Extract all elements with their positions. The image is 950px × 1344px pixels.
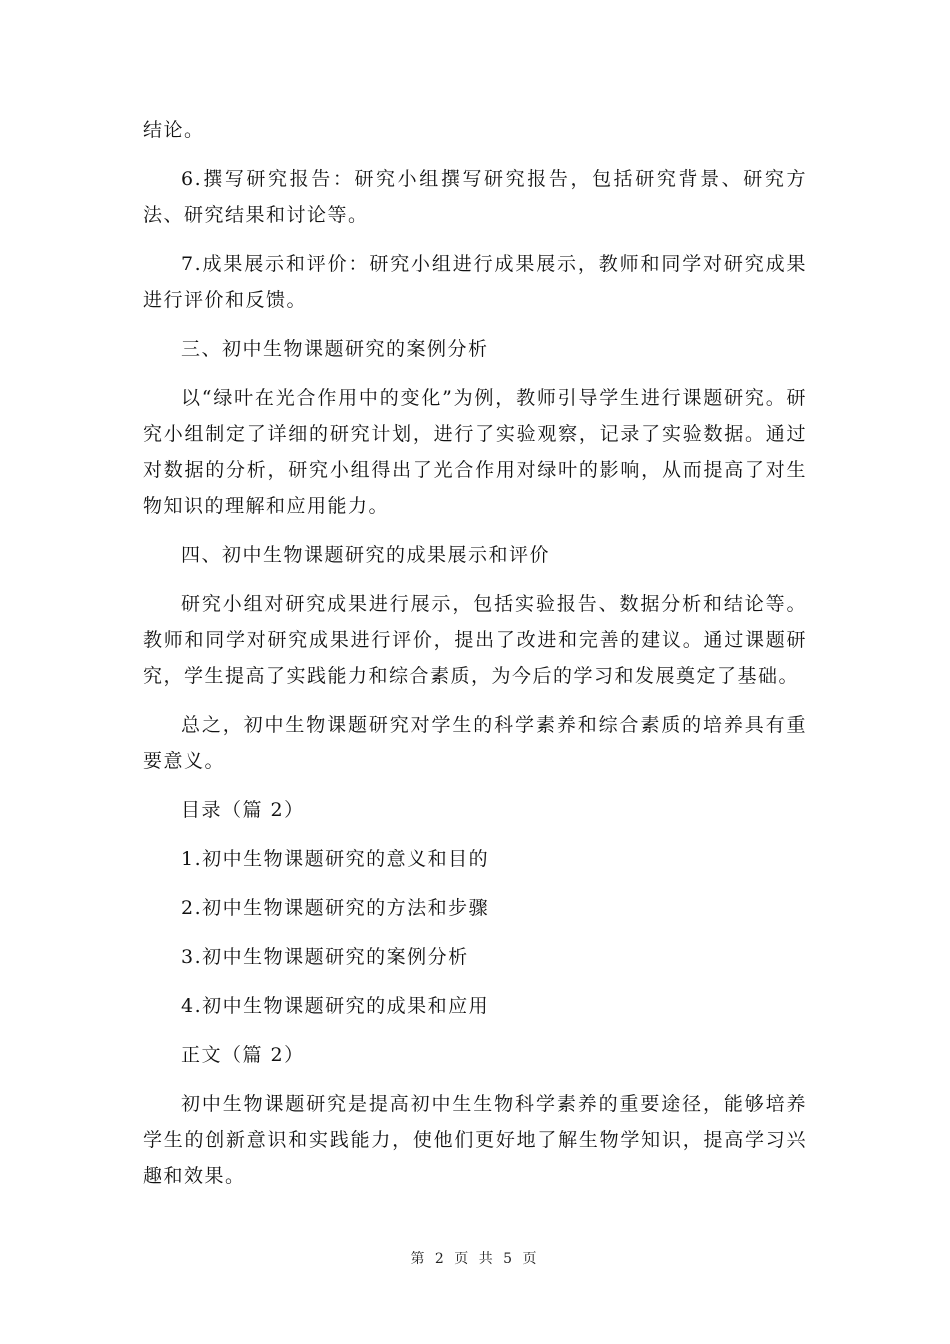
section-heading-case-analysis: 三、初中生物课题研究的案例分析	[181, 338, 489, 360]
paragraph-conclusion: 总之，初中生物课题研究对学生的科学素养和综合素质的培养具有重要意义。	[143, 714, 807, 772]
paragraph-results: 研究小组对研究成果进行展示，包括实验报告、数据分析和结论等。教师和同学对研究成果进行评价，提出了改进和完善的建议。通过课题研究，学生提高了实践能力和综合素质，为今后的学习和发展奠定了基础。	[143, 593, 807, 687]
page-number-footer: 第 2 页 共 5 页	[410, 1251, 540, 1267]
paragraph-body-intro: 初中生物课题研究是提高初中生生物科学素养的重要途径，能够培养学生的创新意识和实践能力，使他们更好地了解生物学知识，提高学习兴趣和效果。	[143, 1093, 807, 1187]
paragraph-step-7: 7.成果展示和评价：研究小组进行成果展示，教师和同学对研究成果进行评价和反馈。	[143, 253, 807, 311]
toc-heading: 目录（篇 2）	[181, 799, 305, 821]
body-heading: 正文（篇 2）	[181, 1044, 305, 1066]
section-heading-results: 四、初中生物课题研究的成果展示和评价	[181, 544, 551, 566]
paragraph-step-6: 6.撰写研究报告：研究小组撰写研究报告，包括研究背景、研究方法、研究结果和讨论等。	[143, 168, 807, 226]
toc-item-2: 2.初中生物课题研究的方法和步骤	[181, 897, 490, 919]
toc-item-3: 3.初中生物课题研究的案例分析	[181, 946, 469, 968]
page-content	[143, 112, 807, 1207]
toc-item-4: 4.初中生物课题研究的成果和应用	[181, 995, 490, 1017]
paragraph-case-analysis: 以“绿叶在光合作用中的变化”为例，教师引导学生进行课题研究。研究小组制定了详细的研究计划，进行了实验观察，记录了实验数据。通过对数据的分析，研究小组得出了光合作用对绿叶的影响，从而提高了对生物知识的理解和应用能力。	[143, 387, 807, 517]
toc-item-1: 1.初中生物课题研究的意义和目的	[181, 848, 490, 870]
paragraph-continuation: 结论。	[143, 119, 205, 141]
